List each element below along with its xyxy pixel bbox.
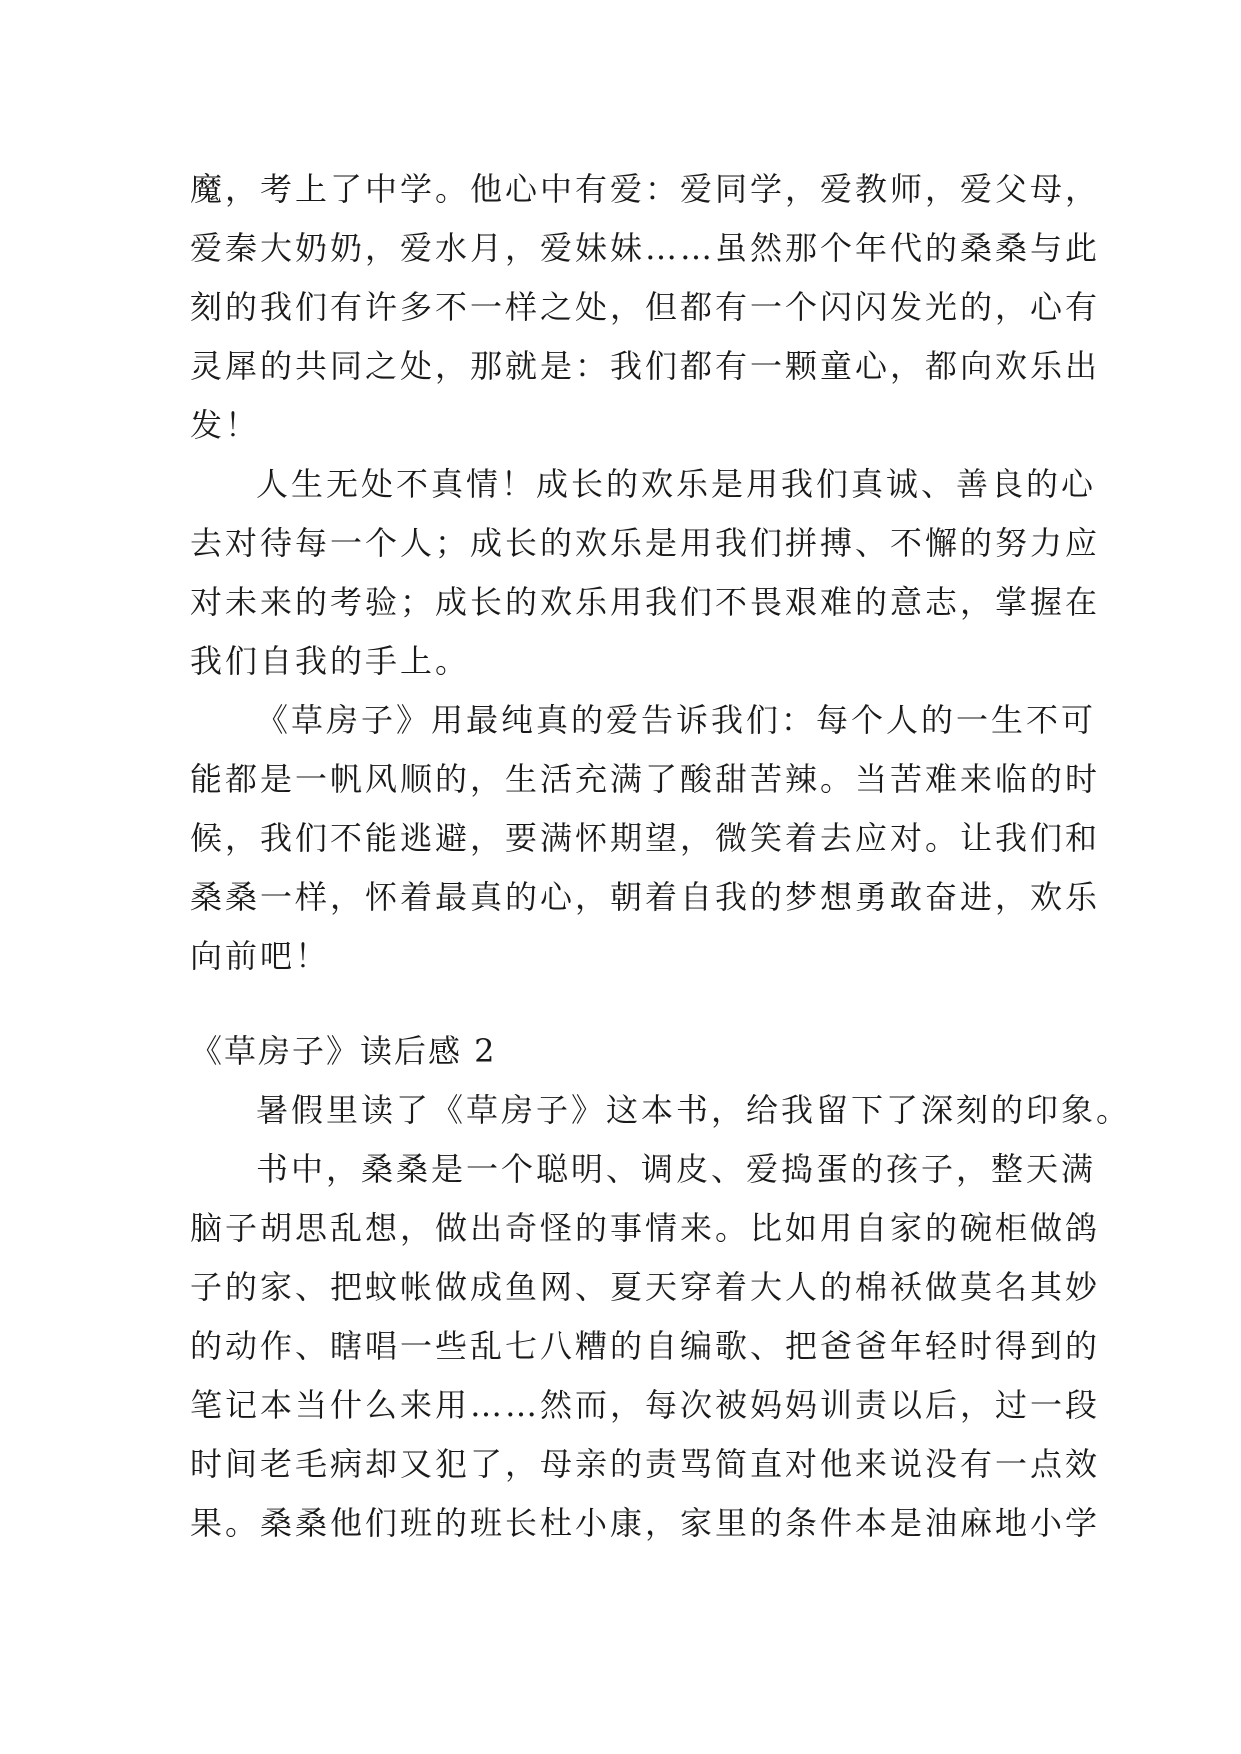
- text-line: 灵犀的共同之处，那就是：我们都有一颗童心，都向欢乐出: [190, 347, 1101, 385]
- text-line: 笔记本当什么来用……然而，每次被妈妈训责以后，过一段: [190, 1386, 1101, 1424]
- text-line: 子的家、把蚊帐做成鱼网、夏天穿着大人的棉袄做莫名其妙: [190, 1268, 1101, 1306]
- text-line: 人生无处不真情！成长的欢乐是用我们真诚、善良的心: [256, 465, 1097, 503]
- text-line: 爱秦大奶奶，爱水月，爱妹妹……虽然那个年代的桑桑与此: [190, 229, 1101, 267]
- paragraph-5: [190, 1140, 1101, 1553]
- text-line: 《草房子》用最纯真的爱告诉我们：每个人的一生不可: [256, 701, 1097, 739]
- paragraph-1: [190, 160, 1101, 455]
- paragraph-3: [190, 691, 1101, 986]
- text-line: 桑桑一样，怀着最真的心，朝着自我的梦想勇敢奋进，欢乐: [190, 878, 1101, 916]
- text-line: 向前吧！: [190, 937, 331, 975]
- text-line: 的动作、瞎唱一些乱七八糟的自编歌、把爸爸年轻时得到的: [190, 1327, 1101, 1365]
- text-line: 我们自我的手上。: [190, 642, 471, 680]
- section-spacer: [190, 986, 1060, 1022]
- text-line: 果。桑桑他们班的班长杜小康，家里的条件本是油麻地小学: [190, 1504, 1101, 1542]
- text-line: 能都是一帆风顺的，生活充满了酸甜苦辣。当苦难来临的时: [190, 760, 1101, 798]
- text-line: 刻的我们有许多不一样之处，但都有一个闪闪发光的，心有: [190, 288, 1101, 326]
- text-line: 书中，桑桑是一个聪明、调皮、爱捣蛋的孩子，整天满: [256, 1150, 1097, 1188]
- text-line: 对未来的考验；成长的欢乐用我们不畏艰难的意志，掌握在: [190, 583, 1101, 621]
- paragraph-2: [190, 455, 1101, 691]
- section-title: 《草房子》读后感 2: [190, 1032, 497, 1070]
- text-line: 候，我们不能逃避，要满怀期望，微笑着去应对。让我们和: [190, 819, 1101, 857]
- paragraph-4: [190, 1081, 1132, 1140]
- text-line: 时间老毛病却又犯了，母亲的责骂简直对他来说没有一点效: [190, 1445, 1101, 1483]
- text-line: 脑子胡思乱想，做出奇怪的事情来。比如用自家的碗柜做鸽: [190, 1209, 1101, 1247]
- text-line: 去对待每一个人；成长的欢乐是用我们拼搏、不懈的努力应: [190, 524, 1101, 562]
- text-line: 发！: [190, 406, 261, 444]
- text-line: 暑假里读了《草房子》这本书，给我留下了深刻的印象。: [256, 1091, 1132, 1129]
- document-body: [190, 160, 1132, 1553]
- text-line: 魔，考上了中学。他心中有爱：爱同学，爱教师，爱父母，: [190, 170, 1101, 208]
